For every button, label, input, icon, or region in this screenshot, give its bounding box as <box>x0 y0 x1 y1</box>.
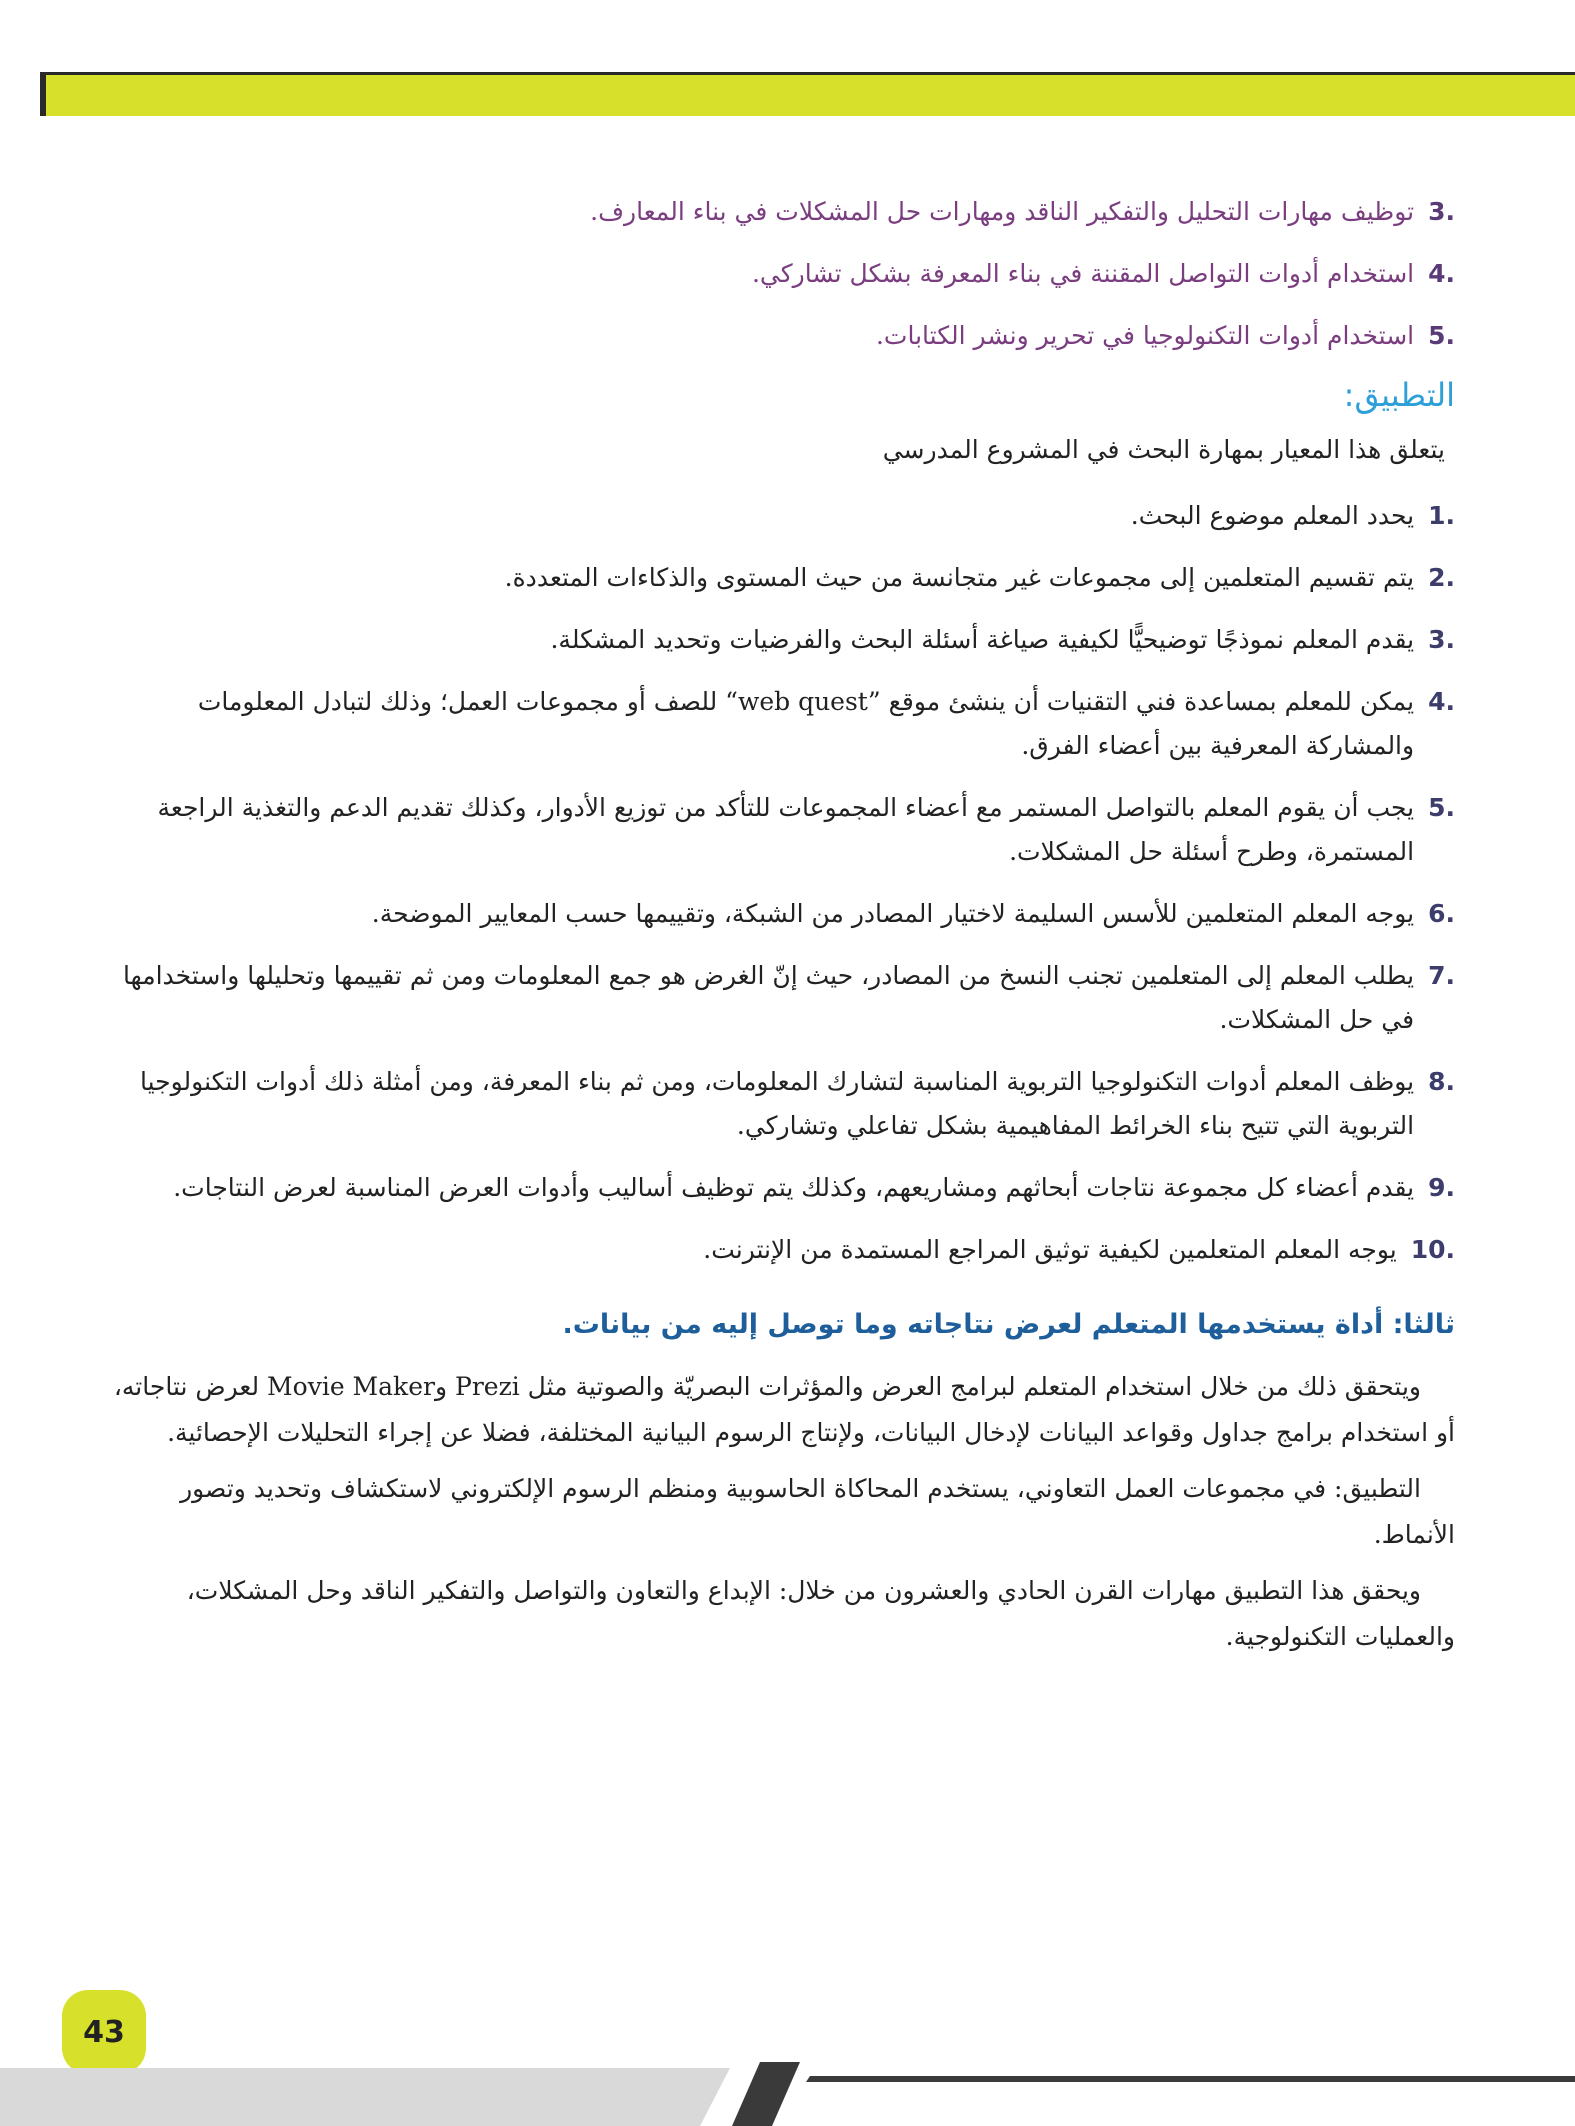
list-item-text: يطلب المعلم إلى المتعلمين تجنب النسخ من المصادر، حيث إنّ الغرض هو جمع المعلومات ومن ثم تقييمها وتحليلها واستخدامها في حل المشكلات. <box>123 961 1415 1034</box>
list-item-text: يقدم المعلم نموذجًا توضيحيًّا لكيفية صياغة أسئلة البحث والفرضيات وتحديد المشكلة. <box>550 625 1415 654</box>
objectives-list <box>105 190 1455 358</box>
application-intro: يتعلق هذا المعيار بمهارة البحث في المشروع المدرسي <box>882 435 1445 464</box>
list-item-text: يوجه المعلم المتعلمين لكيفية توثيق المراجع المستمدة من الإنترنت. <box>703 1235 1397 1264</box>
section-paragraph: ويتحقق ذلك من خلال استخدام المتعلم لبرامج العرض والمؤثرات البصريّة والصوتية مثل Prezi وMovie Maker لعرض نتاجاته، أو استخدام برامج جداول وقواعد البيانات لإدخال البيانات، ولإنتاج الرسوم البيانية المختلفة، فضلا عن إجراء التحليلات الإحصائية. <box>113 1372 1455 1447</box>
list-item-text: توظيف مهارات التحليل والتفكير الناقد ومهارات حل المشكلات في بناء المعارف. <box>590 197 1415 226</box>
list-item <box>105 680 1455 768</box>
list-item <box>105 314 1455 358</box>
list-item-number: 7. <box>1428 961 1455 990</box>
list-item <box>105 618 1455 662</box>
footer-decoration <box>0 2062 1575 2126</box>
list-item-text: استخدام أدوات التكنولوجيا في تحرير ونشر الكتابات. <box>875 321 1415 350</box>
list-item-text: يمكن للمعلم بمساعدة فني التقنيات أن ينشئ موقع ”web quest“ للصف أو مجموعات العمل؛ وذلك لتبادل المعلومات والمشاركة المعرفية بين أعضاء الفرق. <box>197 687 1415 760</box>
list-item <box>105 1228 1455 1272</box>
list-item-number: 3. <box>1428 625 1455 654</box>
footer-dark-line <box>806 2076 1575 2082</box>
header-accent-bar <box>40 72 1575 116</box>
list-item <box>105 252 1455 296</box>
application-heading: التطبيق: <box>1343 376 1455 414</box>
list-item-number: 9. <box>1428 1173 1455 1202</box>
list-item <box>105 1060 1455 1148</box>
section-three-heading: ثالثا: أداة يستخدمها المتعلم لعرض نتاجاته وما توصل إليه من بيانات. <box>562 1309 1455 1340</box>
page-content <box>105 190 1455 1670</box>
list-item <box>105 954 1455 1042</box>
list-item <box>105 494 1455 538</box>
page-number: 43 <box>62 1990 146 2074</box>
application-steps-list <box>105 494 1455 1272</box>
list-item <box>105 1166 1455 1210</box>
list-item <box>105 190 1455 234</box>
list-item-number: 1. <box>1428 501 1455 530</box>
list-item-number: 8. <box>1428 1067 1455 1096</box>
list-item-text: يتم تقسيم المتعلمين إلى مجموعات غير متجانسة من حيث المستوى والذكاءات المتعددة. <box>504 563 1415 592</box>
footer-dark-stripe <box>732 2062 800 2126</box>
list-item <box>105 892 1455 936</box>
list-item-text: يجب أن يقوم المعلم بالتواصل المستمر مع أعضاء المجموعات للتأكد من توزيع الأدوار، وكذلك تقديم الدعم والتغذية الراجعة المستمرة، وطرح أسئلة حل المشكلات. <box>157 793 1415 866</box>
list-item-text: يحدد المعلم موضوع البحث. <box>1130 501 1415 530</box>
list-item <box>105 786 1455 874</box>
list-item-number: 4. <box>1428 259 1455 288</box>
list-item-number: 5. <box>1428 321 1455 350</box>
section-paragraph: التطبيق: في مجموعات العمل التعاوني، يستخدم المحاكاة الحاسوبية ومنظم الرسوم الإلكتروني لاستكشاف وتحديد وتصور الأنماط. <box>180 1474 1455 1549</box>
list-item-text: يقدم أعضاء كل مجموعة نتاجات أبحاثهم ومشاريعهم، وكذلك يتم توظيف أساليب وأدوات العرض المناسبة لعرض النتاجات. <box>173 1173 1415 1202</box>
footer-gray-band <box>0 2068 730 2126</box>
list-item-number: 2. <box>1428 563 1455 592</box>
list-item-number: 6. <box>1428 899 1455 928</box>
list-item-text: يوجه المعلم المتعلمين للأسس السليمة لاختيار المصادر من الشبكة، وتقييمها حسب المعايير الموضحة. <box>371 899 1415 928</box>
list-item-number: 5. <box>1428 793 1455 822</box>
list-item-text: استخدام أدوات التواصل المقننة في بناء المعرفة بشكل تشاركي. <box>751 259 1415 288</box>
list-item-text: يوظف المعلم أدوات التكنولوجيا التربوية المناسبة لتشارك المعلومات، ومن ثم بناء المعرفة، ومن أمثلة ذلك أدوات التكنولوجيا التربوية التي تتيح بناء الخرائط المفاهيمية بشكل تفاعلي وتشاركي. <box>140 1067 1415 1140</box>
list-item-number: 4. <box>1428 687 1455 716</box>
list-item-number: 3. <box>1428 197 1455 226</box>
section-paragraph: ويحقق هذا التطبيق مهارات القرن الحادي والعشرون من خلال: الإبداع والتعاون والتواصل والتفكير الناقد وحل المشكلات، والعمليات التكنولوجية. <box>186 1576 1455 1651</box>
list-item-number: 10. <box>1410 1235 1455 1264</box>
list-item <box>105 556 1455 600</box>
